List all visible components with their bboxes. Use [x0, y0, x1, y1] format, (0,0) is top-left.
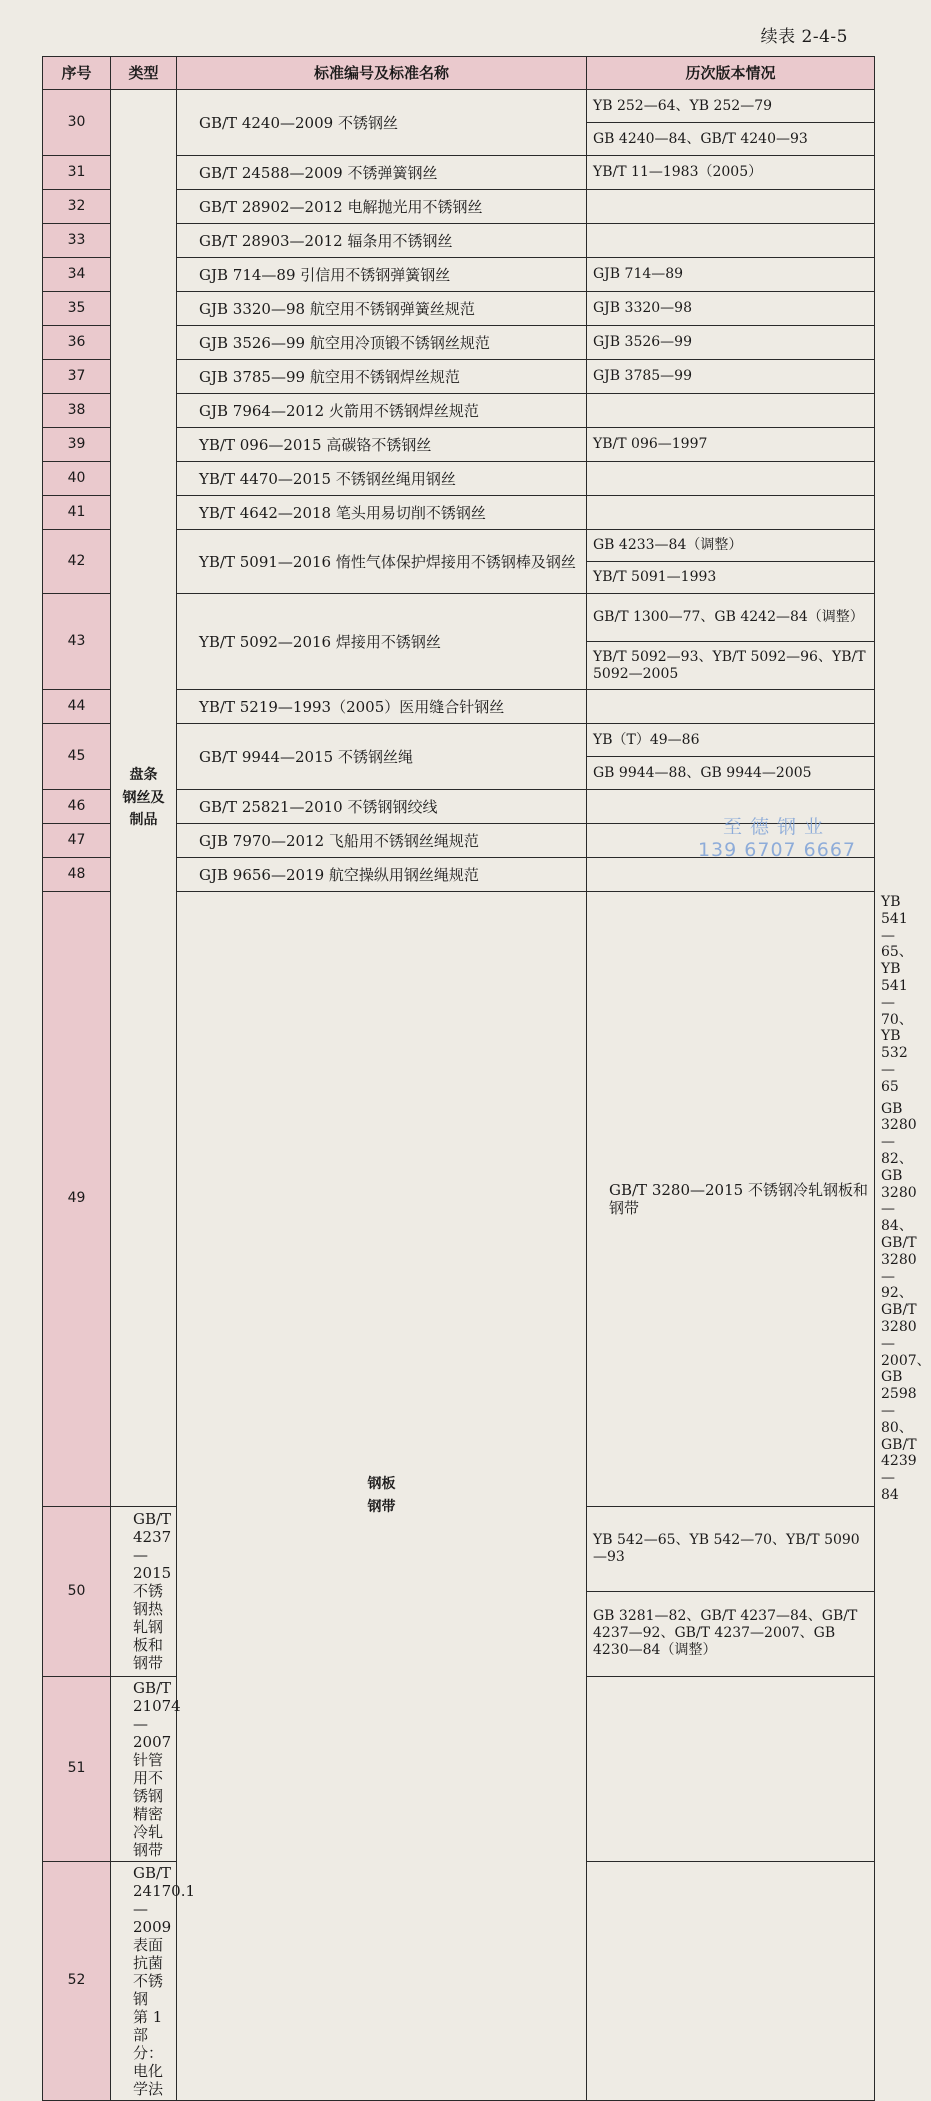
- versions-cell: YB/T 5092—93、YB/T 5092—96、YB/T 5092—2005: [587, 642, 875, 690]
- versions-cell: [587, 496, 875, 530]
- standard-cell: GJB 3526—99 航空用冷顶锻不锈钢丝规范: [177, 326, 587, 360]
- standard-cell: YB/T 5219—1993（2005）医用缝合针钢丝: [177, 690, 587, 724]
- row-number: 36: [43, 326, 111, 360]
- row-number: 45: [43, 724, 111, 790]
- header-standard: 标准编号及标准名称: [177, 57, 587, 90]
- standard-cell: GJB 714—89 引信用不锈钢弹簧钢丝: [177, 258, 587, 292]
- standard-cell: GB/T 24588—2009 不锈弹簧钢丝: [177, 156, 587, 190]
- standard-cell: YB/T 096—2015 高碳铬不锈钢丝: [177, 428, 587, 462]
- row-number: 50: [43, 1506, 111, 1676]
- standard-cell: GB/T 4237—2015 不锈钢热轧钢板和钢带: [111, 1506, 177, 1676]
- standard-cell: GB/T 25821—2010 不锈钢钢绞线: [177, 790, 587, 824]
- versions-cell: GB/T 1300—77、GB 4242—84（调整）: [587, 594, 875, 642]
- header-type: 类型: [111, 57, 177, 90]
- versions-cell: [587, 224, 875, 258]
- versions-cell: GJB 3320—98: [587, 292, 875, 326]
- versions-cell: [587, 190, 875, 224]
- row-number: 40: [43, 462, 111, 496]
- row-number: 38: [43, 394, 111, 428]
- table-row: 49 钢板 钢带 GB/T 3280—2015 不锈钢冷轧钢板和钢带 YB 541—65、YB 541—70、YB 532—65: [43, 892, 875, 1099]
- versions-cell: GB 9944—88、GB 9944—2005: [587, 757, 875, 790]
- table-header-row: [43, 57, 875, 90]
- row-number: 37: [43, 360, 111, 394]
- row-number: 30: [43, 90, 111, 156]
- versions-cell: [587, 462, 875, 496]
- standard-cell: YB/T 4642—2018 笔头用易切削不锈钢丝: [177, 496, 587, 530]
- row-number: 35: [43, 292, 111, 326]
- row-number: 52: [43, 1861, 111, 2100]
- row-number: 44: [43, 690, 111, 724]
- standard-cell: GB/T 3280—2015 不锈钢冷轧钢板和钢带: [587, 892, 875, 1507]
- standard-cell: GJB 9656—2019 航空操纵用钢丝绳规范: [177, 858, 587, 892]
- standard-cell: GB/T 9944—2015 不锈钢丝绳: [177, 724, 587, 790]
- versions-cell: [587, 1676, 875, 1861]
- versions-cell: YB 252—64、YB 252—79: [587, 90, 875, 123]
- type-wire: 盘条 钢丝及 制品: [111, 90, 177, 1507]
- watermark-name: 至德钢业: [722, 816, 831, 838]
- versions-cell: GB 3281—82、GB/T 4237—84、GB/T 4237—92、GB/T 4237—2007、GB 4230—84（调整）: [587, 1591, 875, 1676]
- table-row: [43, 90, 875, 123]
- page-caption: 续表 2-4-5: [760, 27, 848, 47]
- row-number: 33: [43, 224, 111, 258]
- standard-cell: GB/T 28903—2012 辐条用不锈钢丝: [177, 224, 587, 258]
- header-versions: 历次版本情况: [587, 57, 875, 90]
- table-row: GB 3280—82、GB 3280—84、GB/T 3280—92、GB/T 3280—2007、GB 2598—80、GB/T 4239—84: [881, 1100, 931, 1503]
- row-number: 49: [43, 892, 111, 1507]
- row-number: 39: [43, 428, 111, 462]
- standard-cell: YB/T 5092—2016 焊接用不锈钢丝: [177, 594, 587, 690]
- standard-cell: YB/T 5091—2016 惰性气体保护焊接用不锈钢棒及钢丝: [177, 530, 587, 594]
- row-number: 32: [43, 190, 111, 224]
- versions-cell: YB/T 5091—1993: [587, 562, 875, 594]
- standards-table: [42, 56, 931, 2101]
- standard-cell: GB/T 24170.1—2009 表面抗菌不锈钢 第 1 部分：电化学法: [111, 1861, 177, 2100]
- standard-cell: GB/T 28902—2012 电解抛光用不锈钢丝: [177, 190, 587, 224]
- versions-cell: YB/T 096—1997: [587, 428, 875, 462]
- standard-cell: GJB 7970—2012 飞船用不锈钢丝绳规范: [177, 824, 587, 858]
- row-number: 34: [43, 258, 111, 292]
- row-number: 46: [43, 790, 111, 824]
- versions-cell: [587, 394, 875, 428]
- row-number: 41: [43, 496, 111, 530]
- table-body: [43, 90, 931, 2101]
- type-plate: 钢板 钢带: [177, 892, 587, 2101]
- row-number: 31: [43, 156, 111, 190]
- standard-cell: GJB 3785—99 航空用不锈钢焊丝规范: [177, 360, 587, 394]
- versions-cell: YB 542—65、YB 542—70、YB/T 5090—93: [587, 1506, 875, 1591]
- versions-cell: GJB 3526—99: [587, 326, 875, 360]
- standard-cell: GB/T 21074—2007 针管用不锈钢精密冷轧钢带: [111, 1676, 177, 1861]
- standard-cell: GJB 3320—98 航空用不锈钢弹簧丝规范: [177, 292, 587, 326]
- versions-cell: GJB 714—89: [587, 258, 875, 292]
- versions-cell: GB 4233—84（调整）: [587, 530, 875, 562]
- watermark: [692, 812, 862, 861]
- row-number: 42: [43, 530, 111, 594]
- row-number: 48: [43, 858, 111, 892]
- versions-cell: [587, 690, 875, 724]
- versions-cell: [587, 858, 875, 892]
- versions-cell: GB 4240—84、GB/T 4240—93: [587, 123, 875, 156]
- standard-cell: GB/T 4240—2009 不锈钢丝: [177, 90, 587, 156]
- versions-cell: GJB 3785—99: [587, 360, 875, 394]
- standard-cell: YB/T 4470—2015 不锈钢丝绳用钢丝: [177, 462, 587, 496]
- row-number: 51: [43, 1676, 111, 1861]
- standard-cell: GJB 7964—2012 火箭用不锈钢焊丝规范: [177, 394, 587, 428]
- versions-cell: [587, 1861, 875, 2100]
- versions-cell: YB/T 11—1983（2005）: [587, 156, 875, 190]
- row-number: 47: [43, 824, 111, 858]
- versions-cell: YB（T）49—86: [587, 724, 875, 757]
- row-number: 43: [43, 594, 111, 690]
- watermark-phone: 139 6707 6667: [697, 839, 857, 861]
- header-no: 序号: [43, 57, 111, 90]
